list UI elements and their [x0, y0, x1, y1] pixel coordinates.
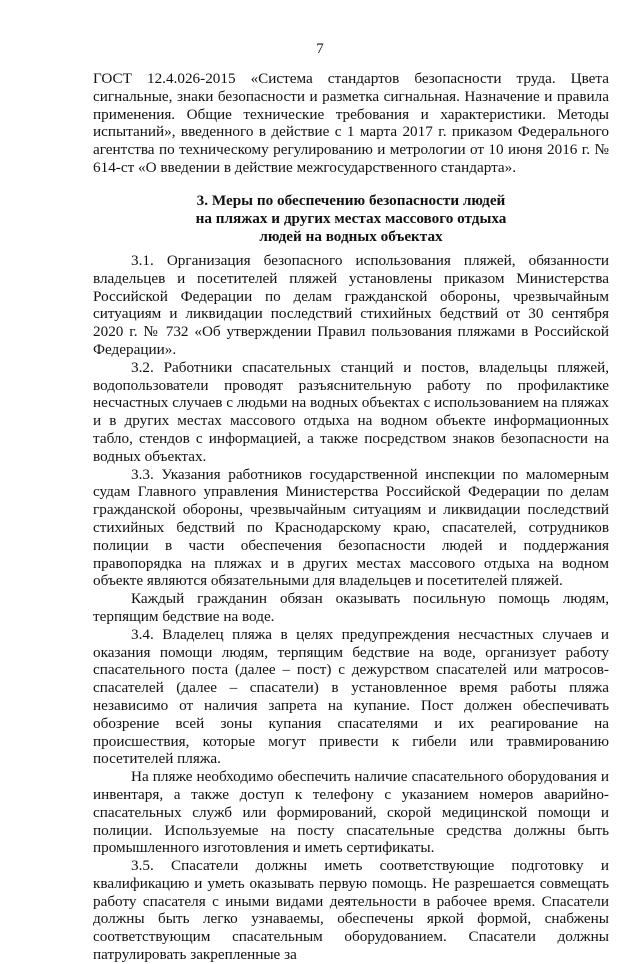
paragraph-3-3: 3.3. Указания работников государственной инспекции по маломерным судам Главного управления Министерства Российской Федерации по делам гражданской обороны, чрезвычайным ситуациям и ликвидации последствий стихийных бедствий по Краснодарскому краю, спасателей, сотрудников полиции в части обеспечения безопасности людей и поддержания правопорядка на пляжах и в других местах массового отдыха на водном объекте являются обязательными для владельцев и посетителей пляжей.: [93, 465, 609, 590]
section-heading-line: на пляжах и других местах массового отдыха: [195, 210, 507, 227]
section-heading-line: 3. Меры по обеспечению безопасности людей: [196, 192, 506, 209]
section-heading: [93, 192, 609, 246]
intro-paragraph: ГОСТ 12.4.026-2015 «Система стандартов безопасности труда. Цвета сигнальные, знаки безопасности и разметка сигнальная. Назначение и правила применения. Общие технические требования и характеристики. Методы испытаний», введенного в действие с 1 марта 2017 г. приказом Федерального агентства по техническому регулированию и метрологии от 10 июня 2016 г. № 614-ст «О введении в действие межгосударственного стандарта».: [93, 70, 609, 176]
paragraph-citizen-duty: Каждый гражданин обязан оказывать посильную помощь людям, терпящим бедствие на воде.: [93, 590, 609, 625]
paragraph-3-4: 3.4. Владелец пляжа в целях предупреждения несчастных случаев и оказания помощи людям, терпящим бедствие на воде, организует работу спасательного поста (далее – пост) с дежурством спасателей или матросов-спасателей (далее – спасатели) в установленное время работы пляжа независимо от наличия запрета на купание. Пост должен обеспечивать обозрение всей зоны купания спасателями и их реагирование на происшествия, которые могут привести к гибели или травмированию посетителей пляжа.: [93, 625, 609, 768]
paragraph-equipment: На пляже необходимо обеспечить наличие спасательного оборудования и инвентаря, а также доступ к телефону с указанием номеров аварийно-спасательных служб или формирований, скорой медицинской помощи и полиции. Используемые на посту спасательные средства должны быть промышленного изготовления и иметь сертификаты.: [93, 768, 609, 857]
paragraph-3-2: 3.2. Работники спасательных станций и постов, владельцы пляжей, водопользователи проводят разъяснительную работу по профилактике несчастных случаев с людьми на водных объектах с использованием на пляжах и в других местах массового отдыха на водном объекте информационных табло, стендов с информацией, а также посредством знаков безопасности на водных объектах.: [93, 358, 609, 465]
section-heading-line: людей на водных объектах: [259, 228, 443, 245]
paragraph-3-1: 3.1. Организация безопасного использования пляжей, обязанности владельцев и посетителей пляжей установлены приказом Министерства Российской Федерации по делам гражданской обороны, чрезвычайным ситуациям и ликвидации последствий стихийных бедствий от 30 сентября 2020 г. № 732 «Об утверждении Правил пользования пляжами в Российской Федерации».: [93, 252, 609, 358]
section-body: [93, 252, 609, 964]
page-number: 7: [316, 41, 324, 57]
paragraph-3-5: 3.5. Спасатели должны иметь соответствующие подготовку и квалификацию и уметь оказывать первую помощь. Не разрешается совмещать работу спасателя с иными видами деятельности в рабочее время. Спасатели должны быть легко узнаваемы, обеспечены яркой формой, снабжены соответствующим спасательным оборудованием. Спасатели должны патрулировать закрепленные за: [93, 857, 609, 964]
intro-block: [93, 70, 609, 177]
